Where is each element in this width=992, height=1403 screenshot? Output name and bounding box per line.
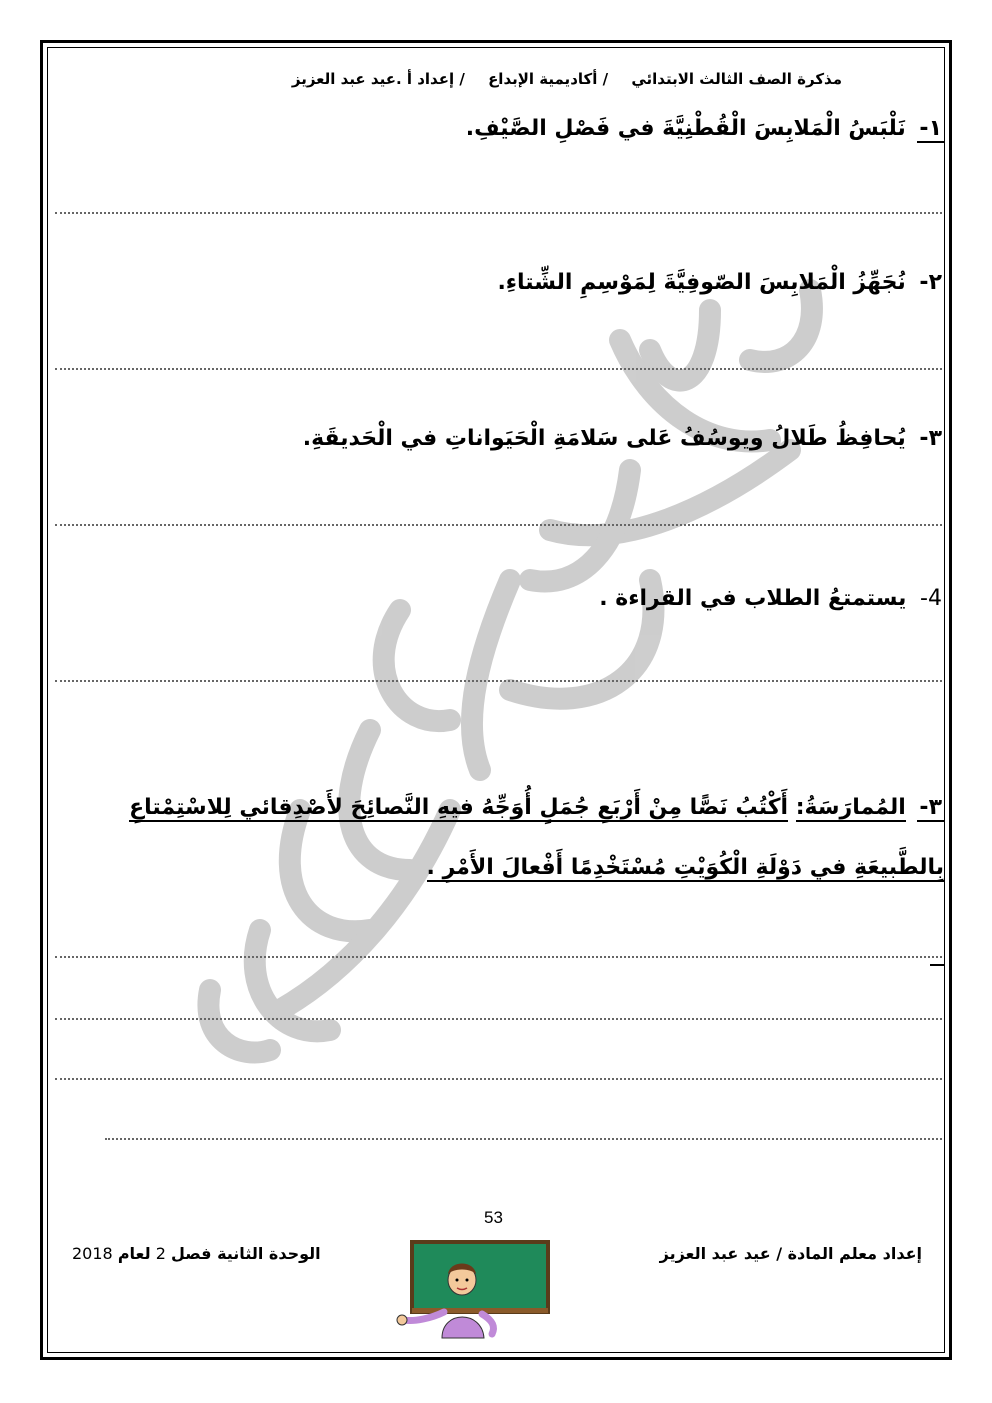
exercise-item-4: [599, 586, 944, 611]
footer-unit: [72, 1244, 321, 1263]
exercise-item-1: [466, 116, 944, 143]
answer-line[interactable]: [55, 524, 942, 526]
answer-line[interactable]: [55, 680, 942, 682]
footer-unit-text: الوحدة الثانية فصل: [170, 1244, 321, 1263]
exercise-sentence: يُحافِظُ طَلالُ ويوسُفُ عَلى سَلامَةِ الْحَيَواناتِ في الْحَديقَةِ.: [302, 426, 906, 451]
practice-instruction-line-2: بِالطَّبيعَةِ في دَوْلَةِ الْكُوَيْتِ مُسْتَخْدِمًا أَفْعالَ الأَمْرِ .: [426, 855, 944, 880]
exercise-number: ٢-: [919, 270, 942, 295]
answer-line[interactable]: [55, 212, 942, 214]
exercise-item-3: [303, 426, 944, 451]
footer-author: إعداد معلم المادة / عيد عبد العزيز: [659, 1244, 922, 1263]
practice-number: ٣-: [919, 795, 942, 820]
answer-line[interactable]: [55, 368, 942, 370]
line-marker: [930, 964, 944, 966]
page-header: [274, 70, 842, 88]
teacher-illustration: [392, 1240, 552, 1340]
exercise-number: ٣-: [919, 426, 942, 451]
watermark-signature: [150, 250, 850, 1070]
exercise-item-2: [497, 270, 944, 295]
exercise-number: 4-: [920, 586, 942, 611]
exercise-number: ١-: [919, 116, 942, 141]
page-number: 53: [484, 1208, 503, 1227]
footer-year: 2018: [72, 1244, 113, 1263]
answer-line[interactable]: [105, 1138, 942, 1140]
footer-year-word: لعام: [117, 1244, 151, 1263]
exercise-sentence: يستمتعُ الطلاب في القراءة .: [599, 586, 907, 611]
answer-line[interactable]: [55, 1078, 942, 1080]
practice-instruction-continued: [427, 855, 944, 880]
answer-line[interactable]: [55, 956, 942, 958]
header-author: / إعداد أ .عيد عبد العزيز: [291, 70, 465, 88]
header-academy: / أكاديمية الإبداع: [488, 70, 609, 88]
exercise-sentence: نَلْبَسُ الْمَلابِسَ الْقُطْنِيَّةَ في فَصْلِ الصَّيْفِ.: [465, 116, 906, 141]
practice-heading: [129, 795, 944, 822]
answer-line[interactable]: [55, 1018, 942, 1020]
header-grade: مذكرة الصف الثالث الابتدائي: [631, 70, 842, 88]
footer-semester: 2: [155, 1244, 166, 1263]
practice-instruction-line-1: أَكْتُبُ نَصًّا مِنْ أَرْبَعِ جُمَلٍ أُوَجِّهُ فيهِ النَّصائِحَ لأَصْدِقائي لِلاسْتِمْتاعِ: [129, 795, 789, 820]
exercise-sentence: نُجَهِّزُ الْمَلابِسَ الصّوفِيَّةَ لِمَوْسِمِ الشِّتاءِ.: [497, 270, 906, 295]
practice-title: المُمارَسَةُ:: [795, 795, 906, 820]
